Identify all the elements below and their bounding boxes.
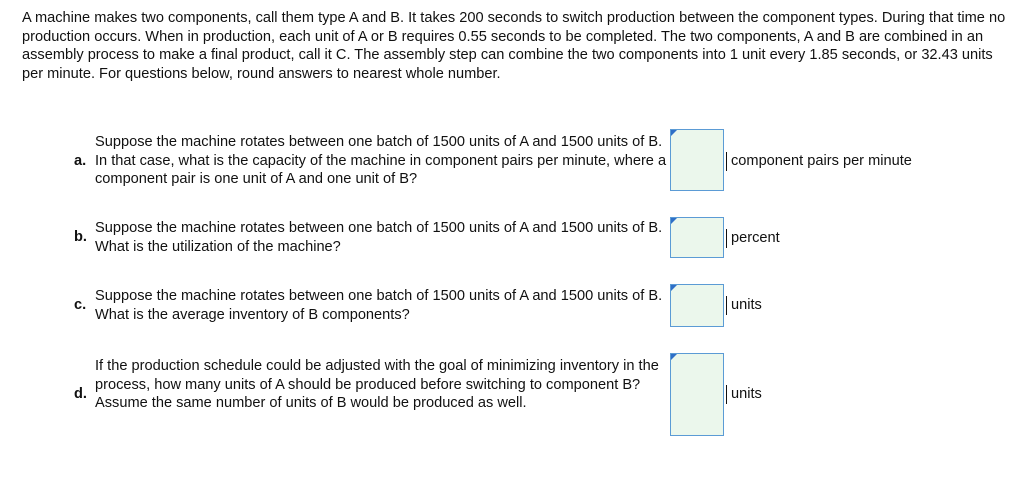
answer-input-a[interactable] [670, 129, 724, 191]
answer-input-d[interactable] [670, 353, 724, 436]
unit-label: units [726, 385, 762, 404]
input-marker-icon [671, 354, 677, 360]
unit-label: units [726, 296, 762, 315]
question-text: Suppose the machine rotates between one batch of 1500 units of A and 1500 units of B. What is the average inventory of B components? [95, 288, 663, 323]
question-letter: d. [74, 386, 87, 402]
answer-input-b[interactable] [670, 217, 724, 258]
question-text: Suppose the machine rotates between one batch of 1500 units of A and 1500 units of B. What is the utilization of the machine? [95, 220, 663, 255]
answer-input-c[interactable] [670, 284, 724, 327]
input-marker-icon [671, 218, 677, 224]
question-text: If the production schedule could be adjusted with the goal of minimizing inventory in the process, how many units of A should be produced before switching to component B? Assume the same number of units of B would be produced as well. [95, 358, 659, 412]
question-letter: c. [74, 297, 87, 313]
question-letter: b. [74, 229, 87, 245]
unit-label: component pairs per minute [726, 152, 912, 171]
input-marker-icon [671, 130, 677, 136]
question-letter: a. [74, 153, 87, 169]
input-marker-icon [671, 285, 677, 291]
question-text: Suppose the machine rotates between one batch of 1500 units of A and 1500 units of B. In that case, what is the capacity of the machine in component pairs per minute, where a component pair is one unit of A and one unit of B? [95, 134, 667, 188]
problem-statement: A machine makes two components, call them type A and B. It takes 200 seconds to switch production between the component types. During that time no production occurs. When in production, each unit of A or B requires 0.55 seconds to be completed. The two components, A and B are combined in an assembly process to make a final product, call it C. The assembly step can combine the two components into 1 unit every 1.85 seconds, or 32.43 units per minute. For questions below, round answers to nearest whole number. [22, 10, 1006, 82]
unit-label: percent [726, 229, 780, 248]
